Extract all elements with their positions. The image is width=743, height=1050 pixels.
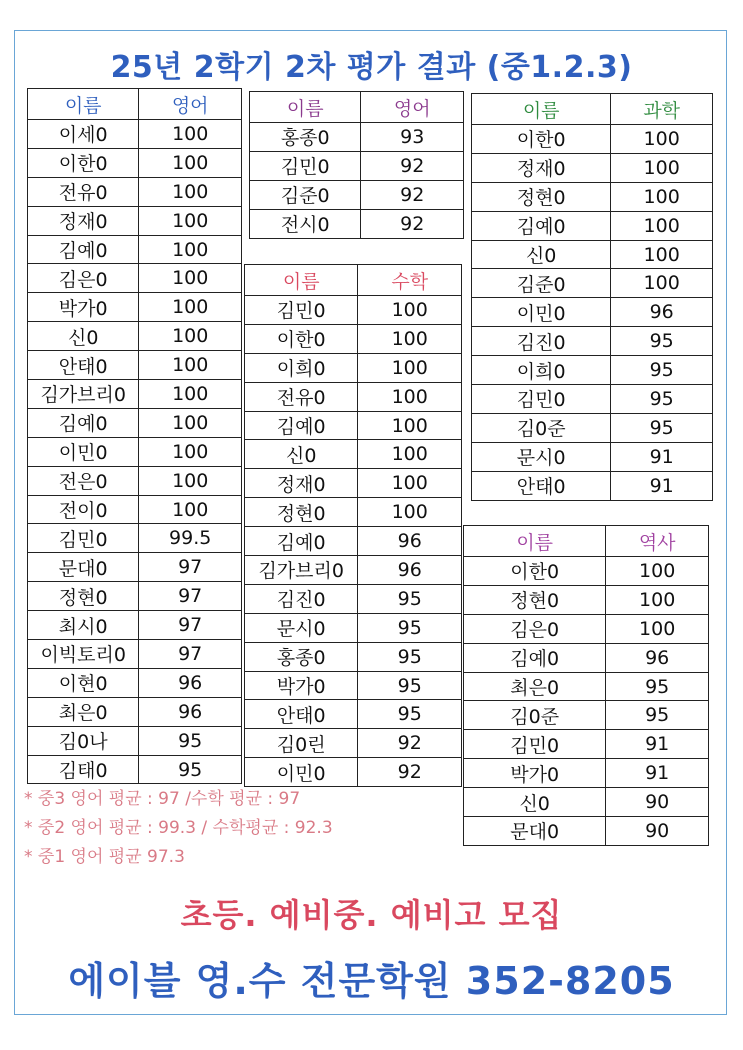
table-row: [245, 498, 462, 527]
score-value: 100: [139, 495, 242, 524]
subject-header: 영어: [361, 92, 464, 123]
subject-header: 수학: [358, 265, 462, 296]
score-value: 90: [606, 817, 709, 846]
student-name: 전시0: [250, 209, 361, 238]
student-name: 이세0: [28, 120, 139, 149]
student-name: 김민0: [245, 296, 358, 325]
score-value: 100: [139, 293, 242, 322]
score-value: 100: [606, 557, 709, 586]
student-name: 김예0: [472, 211, 611, 240]
table-row: [472, 413, 713, 442]
score-value: 100: [611, 125, 713, 154]
score-value: 95: [611, 413, 713, 442]
table-row: [245, 411, 462, 440]
student-name: 신0: [472, 240, 611, 269]
table-row: [28, 293, 242, 322]
student-name: 김은0: [28, 264, 139, 293]
score-value: 95: [358, 671, 462, 700]
table-row: [472, 442, 713, 471]
student-name: 이희0: [472, 356, 611, 385]
table-row: [28, 206, 242, 235]
table-row: [245, 642, 462, 671]
score-value: 96: [139, 697, 242, 726]
table-row: [28, 380, 242, 409]
name-header: 이름: [245, 265, 358, 296]
student-name: 김예0: [464, 643, 606, 672]
score-value: 96: [358, 527, 462, 556]
subject-header: 과학: [611, 94, 713, 125]
student-name: 신0: [245, 440, 358, 469]
student-name: 이한0: [28, 148, 139, 177]
table-row: [28, 264, 242, 293]
table-row: [28, 668, 242, 697]
student-name: 안태0: [472, 471, 611, 500]
student-name: 정현0: [245, 498, 358, 527]
math-score-table: [244, 264, 462, 787]
table-row: [245, 729, 462, 758]
score-value: 97: [139, 611, 242, 640]
student-name: 김진0: [472, 327, 611, 356]
table-row: [28, 235, 242, 264]
table-row: [464, 730, 709, 759]
score-value: 95: [611, 356, 713, 385]
name-header: 이름: [250, 92, 361, 123]
score-value: 100: [139, 408, 242, 437]
english-score-table: [27, 88, 242, 784]
student-name: 이한0: [472, 125, 611, 154]
student-name: 문대0: [28, 553, 139, 582]
table-row: [250, 123, 464, 152]
student-name: 전유0: [28, 177, 139, 206]
table-row: [250, 209, 464, 238]
table-row: [250, 180, 464, 209]
table-row: [472, 211, 713, 240]
table-row: [28, 697, 242, 726]
table-row: [472, 153, 713, 182]
student-name: 박가0: [245, 671, 358, 700]
table-row: [28, 351, 242, 380]
name-header: 이름: [472, 94, 611, 125]
science-score-table: [471, 93, 713, 501]
score-value: 100: [358, 469, 462, 498]
table-row: [28, 553, 242, 582]
score-value: 100: [358, 411, 462, 440]
student-name: 최시0: [28, 611, 139, 640]
student-name: 이민0: [28, 437, 139, 466]
score-value: 100: [139, 235, 242, 264]
score-value: 100: [606, 585, 709, 614]
table-row: [28, 437, 242, 466]
score-value: 100: [358, 324, 462, 353]
score-value: 90: [606, 788, 709, 817]
student-name: 이민0: [245, 758, 358, 787]
score-value: 100: [358, 440, 462, 469]
score-value: 96: [139, 668, 242, 697]
english-score-table-2: [249, 91, 464, 239]
name-header: 이름: [464, 526, 606, 557]
table-row: [250, 151, 464, 180]
student-name: 이빅토리0: [28, 640, 139, 669]
table-row: [28, 466, 242, 495]
student-name: 이희0: [245, 353, 358, 382]
student-name: 정현0: [464, 585, 606, 614]
score-value: 100: [139, 120, 242, 149]
student-name: 정현0: [28, 582, 139, 611]
score-value: 100: [358, 296, 462, 325]
table-row: [464, 701, 709, 730]
student-name: 문시0: [245, 613, 358, 642]
table-row: [28, 611, 242, 640]
student-name: 전유0: [245, 382, 358, 411]
score-value: 100: [358, 382, 462, 411]
student-name: 이한0: [464, 557, 606, 586]
table-row: [28, 640, 242, 669]
academy-name-phone: 에이블 영.수 전문학원 352-8205: [68, 959, 675, 1003]
table-row: [245, 296, 462, 325]
student-name: 안태0: [28, 351, 139, 380]
score-value: 100: [139, 437, 242, 466]
table-row: [472, 298, 713, 327]
student-name: 신0: [464, 788, 606, 817]
table-row: [472, 471, 713, 500]
student-name: 이한0: [245, 324, 358, 353]
student-name: 문대0: [464, 817, 606, 846]
table-row: [28, 408, 242, 437]
student-name: 정재0: [472, 153, 611, 182]
score-value: 97: [139, 582, 242, 611]
score-value: 100: [606, 614, 709, 643]
table-row: [28, 495, 242, 524]
table-row: [464, 643, 709, 672]
score-value: 100: [139, 466, 242, 495]
student-name: 김민0: [250, 151, 361, 180]
table-row: [28, 177, 242, 206]
score-value: 92: [361, 209, 464, 238]
student-name: 김은0: [464, 614, 606, 643]
score-value: 100: [611, 269, 713, 298]
table-row: [464, 759, 709, 788]
table-row: [245, 353, 462, 382]
table-row: [28, 148, 242, 177]
student-name: 김태0: [28, 755, 139, 784]
score-value: 100: [611, 153, 713, 182]
table-row: [245, 613, 462, 642]
table-row: [28, 755, 242, 784]
table-row: [464, 788, 709, 817]
score-value: 99.5: [139, 524, 242, 553]
student-name: 김민0: [28, 524, 139, 553]
table-row: [464, 817, 709, 846]
score-value: 92: [361, 180, 464, 209]
average-notes: [24, 785, 333, 872]
student-name: 김예0: [245, 411, 358, 440]
table-row: [464, 614, 709, 643]
table-row: [245, 700, 462, 729]
table-row: [28, 524, 242, 553]
score-value: 93: [361, 123, 464, 152]
student-name: 이현0: [28, 668, 139, 697]
subject-header: 영어: [139, 89, 242, 120]
score-value: 100: [358, 498, 462, 527]
score-value: 95: [606, 701, 709, 730]
score-value: 91: [611, 442, 713, 471]
student-name: 홍종0: [250, 123, 361, 152]
student-name: 김0준: [464, 701, 606, 730]
student-name: 김준0: [250, 180, 361, 209]
table-row: [472, 182, 713, 211]
note-grade2-average: * 중2 영어 평균 : 99.3 / 수학평균 : 92.3: [24, 818, 333, 838]
score-value: 96: [358, 556, 462, 585]
student-name: 홍종0: [245, 642, 358, 671]
page-title: 25년 2학기 2차 평가 결과 (중1.2.3): [110, 50, 633, 85]
score-value: 100: [611, 182, 713, 211]
student-name: 정재0: [245, 469, 358, 498]
table-row: [245, 324, 462, 353]
score-value: 95: [139, 755, 242, 784]
subject-header: 역사: [606, 526, 709, 557]
table-row: [245, 758, 462, 787]
student-name: 김예0: [28, 408, 139, 437]
student-name: 신0: [28, 322, 139, 351]
score-value: 100: [139, 148, 242, 177]
table-row: [472, 385, 713, 414]
table-row: [245, 382, 462, 411]
table-row: [245, 469, 462, 498]
score-value: 95: [358, 642, 462, 671]
note-grade3-average: * 중3 영어 평균 : 97 /수학 평균 : 97: [24, 789, 301, 809]
student-name: 김0준: [472, 413, 611, 442]
student-name: 전이0: [28, 495, 139, 524]
table-row: [464, 585, 709, 614]
table-row: [245, 671, 462, 700]
table-row: [464, 672, 709, 701]
table-row: [245, 440, 462, 469]
table-row: [472, 269, 713, 298]
table-row: [28, 582, 242, 611]
score-value: 100: [139, 206, 242, 235]
student-name: 김0린: [245, 729, 358, 758]
table-row: [28, 120, 242, 149]
student-name: 김진0: [245, 584, 358, 613]
history-score-table: [463, 525, 709, 846]
student-name: 김가브리0: [245, 556, 358, 585]
score-value: 100: [358, 353, 462, 382]
score-value: 95: [358, 613, 462, 642]
student-name: 김예0: [245, 527, 358, 556]
score-value: 100: [139, 380, 242, 409]
score-value: 97: [139, 640, 242, 669]
score-value: 100: [139, 351, 242, 380]
student-name: 김0나: [28, 726, 139, 755]
score-value: 100: [139, 322, 242, 351]
note-grade1-average: * 중1 영어 평균 97.3: [24, 847, 185, 867]
student-name: 문시0: [472, 442, 611, 471]
score-value: 100: [611, 240, 713, 269]
table-row: [28, 726, 242, 755]
recruitment-banner: 초등. 예비중. 예비고 모집: [180, 896, 563, 934]
score-value: 96: [611, 298, 713, 327]
score-value: 100: [611, 211, 713, 240]
student-name: 김준0: [472, 269, 611, 298]
score-value: 97: [139, 553, 242, 582]
score-value: 92: [358, 758, 462, 787]
table-row: [245, 584, 462, 613]
student-name: 김민0: [464, 730, 606, 759]
name-header: 이름: [28, 89, 139, 120]
score-value: 92: [361, 151, 464, 180]
score-value: 92: [358, 729, 462, 758]
student-name: 안태0: [245, 700, 358, 729]
student-name: 김민0: [472, 385, 611, 414]
student-name: 정재0: [28, 206, 139, 235]
score-value: 91: [611, 471, 713, 500]
score-value: 96: [606, 643, 709, 672]
table-row: [245, 556, 462, 585]
score-value: 95: [358, 700, 462, 729]
table-row: [472, 125, 713, 154]
student-name: 김예0: [28, 235, 139, 264]
student-name: 최은0: [464, 672, 606, 701]
table-row: [28, 322, 242, 351]
student-name: 정현0: [472, 182, 611, 211]
student-name: 박가0: [464, 759, 606, 788]
student-name: 최은0: [28, 697, 139, 726]
table-row: [464, 557, 709, 586]
student-name: 김가브리0: [28, 380, 139, 409]
score-value: 95: [611, 385, 713, 414]
table-row: [472, 240, 713, 269]
score-value: 100: [139, 177, 242, 206]
score-value: 91: [606, 759, 709, 788]
score-value: 95: [139, 726, 242, 755]
student-name: 이민0: [472, 298, 611, 327]
table-row: [472, 356, 713, 385]
student-name: 박가0: [28, 293, 139, 322]
score-value: 95: [606, 672, 709, 701]
score-value: 100: [139, 264, 242, 293]
table-row: [245, 527, 462, 556]
student-name: 전은0: [28, 466, 139, 495]
score-value: 95: [611, 327, 713, 356]
score-value: 91: [606, 730, 709, 759]
score-value: 95: [358, 584, 462, 613]
table-row: [472, 327, 713, 356]
